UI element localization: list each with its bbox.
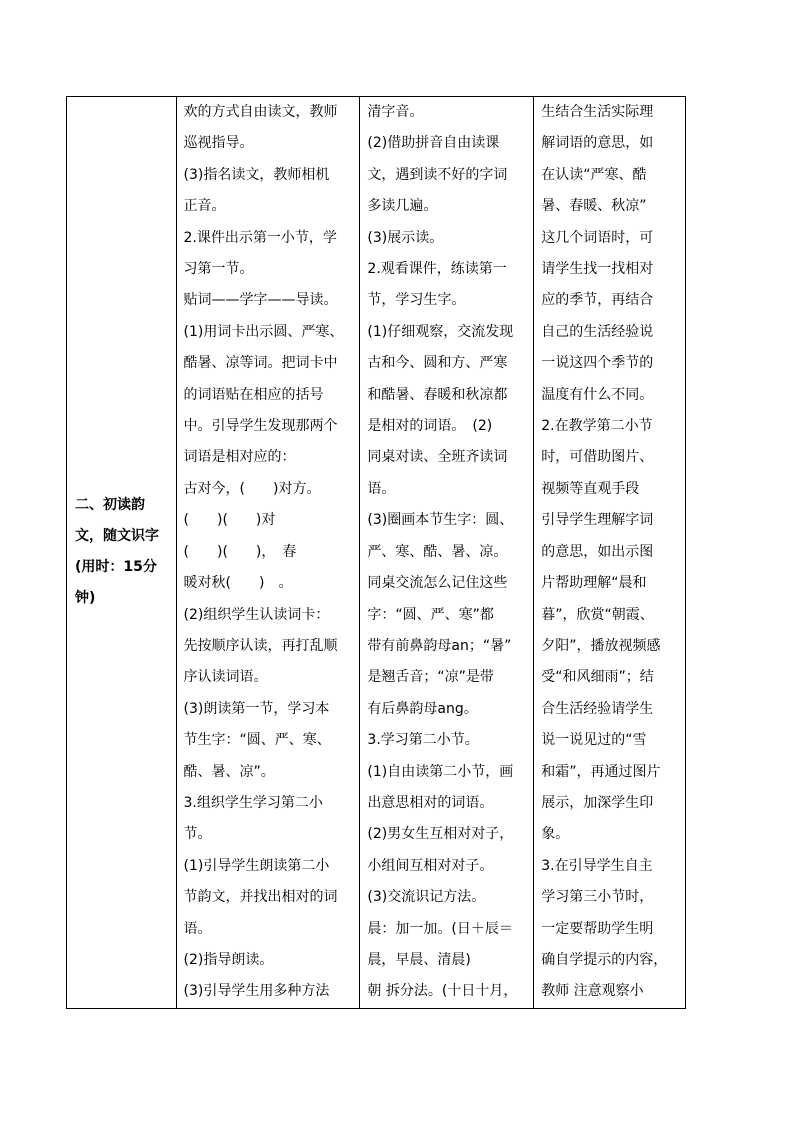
text-line: 的意思，如出示图: [541, 543, 654, 560]
text-line: 出意思相对的词语。: [367, 794, 494, 811]
text-line: 生结合生活实际理: [541, 104, 654, 120]
text-line: (1)自由读第二小节，画: [367, 763, 514, 780]
text-line: 和霜”，再通过图片: [541, 763, 661, 780]
text-line: 严、寒、酷、暑、凉。: [367, 543, 508, 560]
text-line: (3)圈画本节生字：圆、: [367, 512, 514, 529]
teacher-activity-text: [177, 97, 360, 1008]
student-activity-text: [360, 97, 533, 1008]
text-line: (2)借助拼音自由读课: [367, 135, 500, 152]
text-line: 和酷暑、春暖和秋凉都: [367, 386, 508, 403]
text-line: 一说这四个季节的: [541, 355, 654, 372]
text-line: 2.观看课件，练读第一: [367, 261, 507, 278]
text-line: 清字音。: [367, 104, 424, 120]
text-line: 请学生找一找相对: [541, 261, 654, 278]
text-line: 有后鼻韵母ang。: [367, 700, 478, 717]
text-line: 同桌对读、全班齐读词: [367, 449, 508, 466]
text-line: 的词语贴在相应的括号: [183, 386, 324, 403]
student-activity-cell: [360, 97, 534, 1009]
text-line: 贴词——学字——导读。: [183, 292, 338, 309]
text-line: (3)交流识记方法。: [367, 889, 486, 906]
text-line: 节韵文，并找出相对的词: [183, 889, 338, 906]
text-line: 3.在引导学生自主: [541, 857, 653, 874]
text-line: 3.组织学生学习第二小: [183, 794, 323, 811]
text-line: 夕阳”，播放视频感: [541, 637, 661, 654]
text-line: 小组间互相对对子。: [367, 857, 494, 874]
text-line: 3.学习第二小节。: [367, 732, 479, 749]
text-line: 多读几遍。: [367, 198, 438, 215]
text-line: (2)组织学生认读词卡：: [183, 606, 330, 623]
text-line: 朝 拆分法。(十日十月，: [367, 983, 518, 1000]
text-line: 象。: [541, 826, 570, 843]
text-line: (3)指名读文，教师相机: [183, 166, 330, 183]
text-line: 确自学提示的内容，: [541, 951, 668, 968]
text-line: (3)朗读第一节，学习本: [183, 700, 330, 717]
text-line: 酷、暑、凉”。: [183, 763, 275, 780]
text-line: 酷暑、凉等词。把词卡中: [183, 355, 338, 372]
text-line: 文，遇到读不好的字词: [367, 166, 508, 183]
text-line: 合生活经验请学生: [541, 700, 654, 717]
text-line: 节，学习生字。: [367, 292, 466, 309]
text-line: 时，可借助图片、: [541, 449, 654, 466]
text-line: 带有前鼻韵母an；“暑”: [367, 637, 512, 654]
text-line: 解词语的意思，如: [541, 135, 654, 152]
text-line: 语。: [367, 480, 396, 497]
text-line: 字：“圆、严、寒”都: [367, 606, 494, 623]
text-line: 这几个词语时，可: [541, 229, 654, 246]
text-line: 欢的方式自由读文，教师: [183, 104, 338, 120]
text-line: 教师 注意观察小: [541, 983, 644, 1000]
text-line: 温度有什么不同。: [541, 386, 654, 403]
text-line: (1)仔细观察，交流发现: [367, 323, 514, 340]
design-notes-text: [534, 97, 685, 1008]
text-line: 节。: [183, 826, 212, 843]
text-line: (2)指导朗读。: [183, 951, 274, 968]
stage-cell: [67, 97, 177, 1009]
text-line: 自己的生活经验说: [541, 323, 654, 340]
stage-label: 二、初读韵文，随文识字(用时：15分钟): [75, 497, 159, 607]
text-line: 引导学生理解字词: [541, 512, 654, 529]
text-line: (1)引导学生朗读第二小: [183, 857, 330, 874]
text-line: 展示，加深学生印: [541, 794, 654, 811]
text-line: 受“和风细雨”；结: [541, 669, 654, 686]
text-line: 在认读“严寒、酷: [541, 166, 647, 183]
text-line: 视频等直观手段: [541, 480, 640, 497]
text-line: 同桌交流怎么记住这些: [367, 575, 508, 592]
text-line: 语。: [183, 920, 212, 937]
text-line: 片帮助理解“晨和: [541, 575, 647, 592]
text-line: 晨：加一加。(日＋辰＝: [367, 920, 513, 937]
text-line: ( )( )， 春: [183, 543, 297, 560]
text-line: 巡视指导。: [183, 135, 254, 152]
text-line: 正音。: [183, 198, 226, 215]
text-line: 词语是相对应的：: [183, 449, 296, 466]
text-line: 先按顺序认读，再打乱顺: [183, 637, 338, 654]
text-line: 说一说见过的“雪: [541, 732, 647, 749]
text-line: 暮”，欣赏“朝霞、: [541, 606, 654, 623]
text-line: 晨，早晨、清晨): [367, 951, 471, 968]
text-line: ( )( )对: [183, 512, 276, 529]
text-line: 节生字：“圆、严、寒、: [183, 732, 331, 749]
text-line: (3)引导学生用多种方法: [183, 983, 330, 1000]
text-line: 2.在教学第二小节: [541, 418, 653, 435]
text-line: 暑、春暖、秋凉”: [541, 198, 647, 215]
text-line: 序认读词语。: [183, 669, 268, 686]
text-line: 是相对的词语。 (2): [367, 418, 493, 435]
text-line: 学习第三小节时，: [541, 889, 654, 906]
teacher-activity-cell: [176, 97, 360, 1009]
text-line: 古对今，( )对方。: [183, 480, 321, 497]
text-line: 习第一节。: [183, 261, 254, 278]
text-line: 一定要帮助学生明: [541, 920, 654, 937]
text-line: 古和今、圆和方、严寒: [367, 355, 508, 372]
table-row: [67, 97, 686, 1009]
text-line: (3)展示读。: [367, 229, 444, 246]
text-line: (1)用词卡出示圆、严寒、: [183, 323, 344, 340]
text-line: 是翘舌音；“凉”是带: [367, 669, 494, 686]
design-notes-cell: [534, 97, 686, 1009]
text-line: 应的季节，再结合: [541, 292, 654, 309]
lesson-plan-table: [66, 96, 686, 1009]
text-line: 2.课件出示第一小节，学: [183, 229, 337, 246]
text-line: 中。引导学生发现那两个: [183, 418, 338, 435]
text-line: 暖对秋( ) 。: [183, 575, 293, 592]
text-line: (2)男女生互相对对子，: [367, 826, 514, 843]
